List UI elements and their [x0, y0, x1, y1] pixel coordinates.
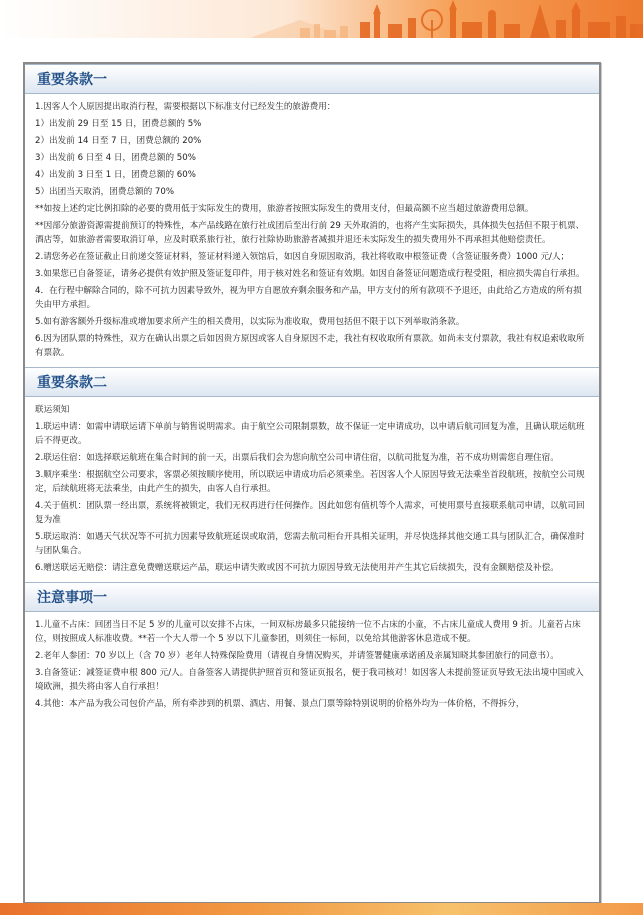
section-important-terms-1 [25, 64, 599, 367]
section-body [25, 612, 599, 718]
terms-panel [23, 62, 601, 904]
paragraph: 1.因客人个人原因提出取消行程，需要根据以下标准支付已经发生的旅游费用： [35, 102, 336, 112]
section-body [25, 397, 599, 582]
paragraph: 3.自备签证：减签证费申根 800 元/人。自备签客人请提供护照首页和签证页报名，便于我司核对！如因客人未提前签证页导致无法出境中国或入境欧洲，损失将由客人自行承担！ [35, 668, 584, 692]
paragraph: 2）出发前 14 日至 7 日，团费总额的 20% [35, 136, 202, 146]
section-title: 注意事项一 [37, 590, 107, 606]
paragraph: 1.儿童不占床：回团当日不足 5 岁的儿童可以安排不占床，一间双标房最多只能接纳一位不占床的小童，不占床儿童成人费用 9 折。儿童若占床位，则按照成人标准收费。**若一个大人带一个 5 岁以下儿童参团，则须住一标间，以免给其他游客休息造成不便。 [35, 620, 581, 644]
paragraph: 5）出团当天取消，团费总额的 70% [35, 187, 175, 197]
section-header [25, 64, 599, 94]
paragraph: 5.联运取消：如遇天气状况等不可抗力因素导致航班延误或取消，您需去航司柜台开具相关证明，并尽快选择其他交通工具与团队汇合，确保准时与团队集合。 [35, 532, 585, 556]
top-banner [0, 0, 643, 38]
paragraph: 1.联运申请：如需申请联运请下单前与销售说明需求。由于航空公司限制票数，故不保证一定申请成功，以申请后航司回复为准，且确认联运航班后不得更改。 [35, 422, 585, 446]
paragraph: 2.联运住宿：如选择联运航班在集合时间的前一天，出票后我们会为您向航空公司申请住宿，以航司批复为准，若不成功则需您自理住宿。 [35, 453, 559, 463]
paragraph: 6.赠送联运无赔偿：请注意免费赠送联运产品，联运申请失败或因不可抗力原因导致无法使用并产生其它后续损失，没有金额赔偿及补偿。 [35, 563, 559, 573]
paragraph: 3）出发前 6 日至 4 日，团费总额的 50% [35, 153, 196, 163]
bottom-banner [0, 903, 643, 915]
paragraph: 4.其他：本产品为我公司包价产品，所有牵涉到的机票、酒店、用餐、景点门票等除特别说明的价格外均为一体价格，不得拆分， [35, 699, 525, 709]
section-header [25, 367, 599, 397]
section-important-terms-2 [25, 367, 599, 582]
paragraph: 2.请您务必在签证截止日前递交签证材料，签证材料递入领馆后，如因自身原因取消，我社将收取申根签证费（含签证服务费）1000 元/人； [35, 252, 570, 262]
section-title: 重要条款二 [37, 375, 107, 391]
paragraph: 3.顺序乘坐：根据航空公司要求，客票必须按顺序使用，所以联运申请成功后必须乘坐。若因客人个人原因导致无法乘坐首段航班，按航空公司规定，后续航班将无法乘坐，由此产生的损失，由客人自行承担。 [35, 470, 585, 494]
paragraph: 3.如果您已自备签证，请务必提供有效护照及签证复印件，用于核对姓名和签证有效期。如因自备签证问题造成行程受阻，相应损失需自行承担。 [35, 269, 585, 279]
section-header [25, 582, 599, 612]
section-notes-1 [25, 582, 599, 718]
paragraph: 4．在行程中解除合同的，除不可抗力因素导致外，视为甲方自愿放弃剩余服务和产品，甲方支付的所有款项不予退还，由此给乙方造成的所有损失由甲方承担。 [35, 286, 582, 310]
section-body [25, 94, 599, 367]
skyline-banner-image [0, 0, 643, 38]
paragraph: 2.老年人参团：70 岁以上（含 70 岁）老年人特殊保险费用（请视自身情况购买，并请签署健康承诺函及亲属知晓其参团旅行的同意书）。 [35, 651, 559, 661]
paragraph: **如按上述约定比例扣除的必要的费用低于实际发生的费用，旅游者按照实际发生的费用支付，但最高额不应当超过旅游费用总额。 [35, 204, 534, 214]
paragraph: 6.因为团队票的特殊性，双方在确认出票之后如因贵方原因或客人自身原因不走，我社有权收取所有票款。如尚未支付票款，我社有权追索收取所有票款。 [35, 334, 585, 358]
paragraph: 4）出发前 3 日至 1 日，团费总额的 60% [35, 170, 196, 180]
paragraph: 4.关于值机：团队票一经出票，系统将被锁定，我们无权再进行任何操作。因此如您有值机等个人需求，可使用票号直接联系航司申请，以航司回复为准 [35, 501, 585, 525]
paragraph: 联运须知 [35, 405, 70, 415]
paragraph: **因部分旅游资源需提前预订的特殊性，本产品线路在旅行社成团后至出行前 29 天外取消的，也将产生实际损失，具体损失包括但不限于机票、酒店等，如旅游者需要取消订单，应及时联系旅行社，旅行社除协助旅游者减损并退还未实际发生的损失费用外不再承担其他赔偿责任。 [35, 221, 585, 245]
section-title: 重要条款一 [37, 72, 107, 88]
paragraph: 5.如有游客额外升级标准或增加要求所产生的相关费用，以实际为准收取，费用包括但不限于以下列举取消条款。 [35, 317, 465, 327]
paragraph: 1）出发前 29 日至 15 日，团费总额的 5% [35, 119, 202, 129]
